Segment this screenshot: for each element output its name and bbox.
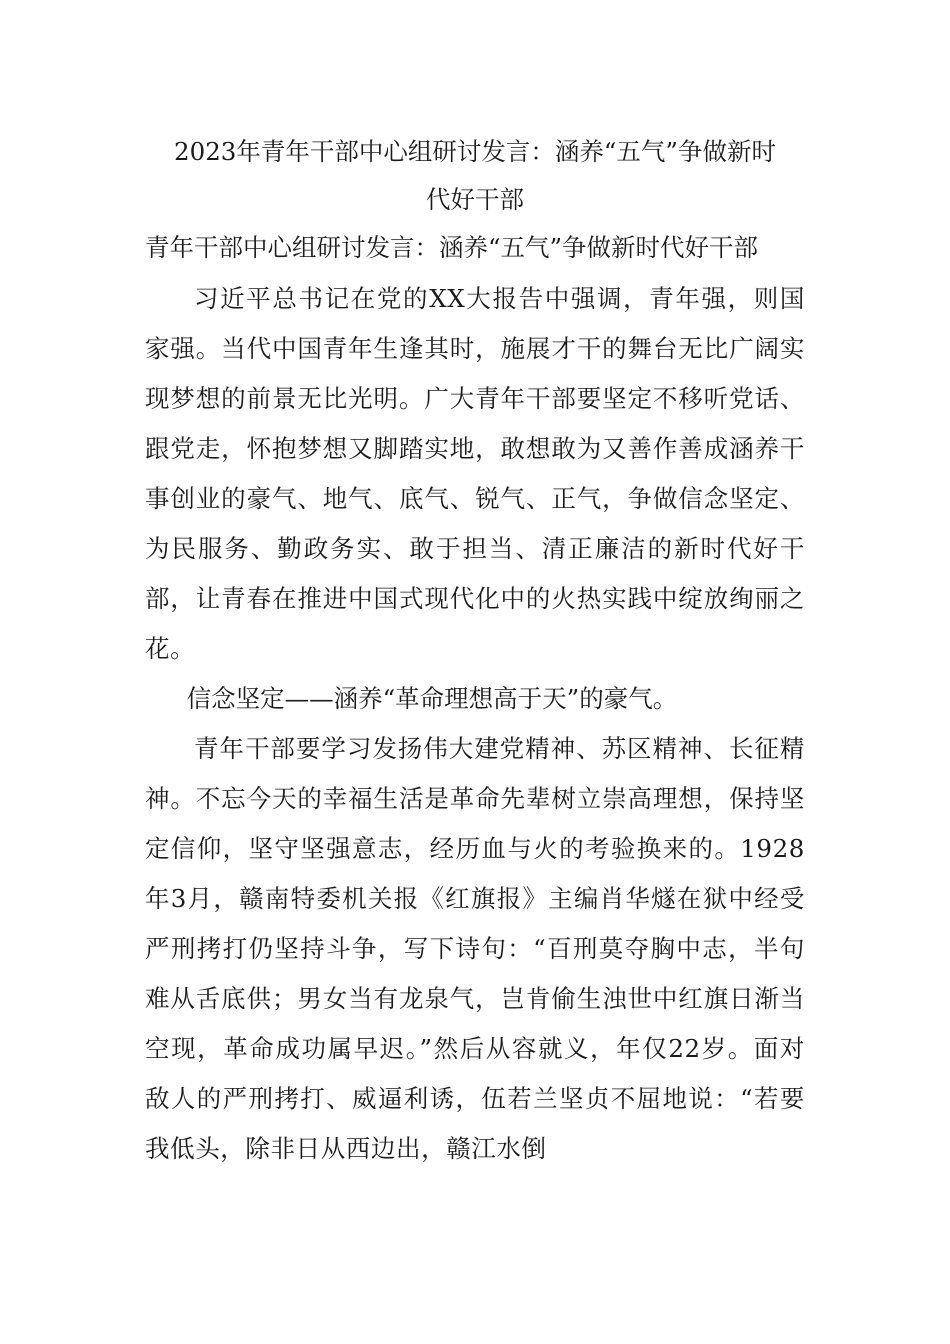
document-page (145, 128, 805, 1174)
title-line-1: 2023年青年干部中心组研讨发言：涵养“五气”争做新时 (174, 137, 776, 166)
title-line-2: 代好干部 (426, 185, 524, 214)
document-title (145, 128, 805, 224)
intro-paragraph: 习近平总书记在党的XX大报告中强调，青年强，则国家强。当代中国青年生逢其时，施展才干的舞台无比广阔实现梦想的前景无比光明。广大青年干部要坚定不移听党话、跟党走，怀抱梦想又脚踏实地，敢想敢为又善作善成涵养干事创业的豪气、地气、底气、锐气、正气，争做信念坚定、为民服务、勤政务实、敢于担当、清正廉洁的新时代好干部，让青春在推进中国式现代化中的火热实践中绽放绚丽之花。 (145, 284, 805, 663)
section-paragraph: 青年干部要学习发扬伟大建党精神、苏区精神、长征精神。不忘今天的幸福生活是革命先辈树立崇高理想，保持坚定信仰，坚守坚强意志，经历血与火的考验换来的。1928年3月，赣南特委机关报《红旗报》主编肖华燧在狱中经受严刑拷打仍坚持斗争，写下诗句：“百刑莫夺胸中志，半句难从舌底供；男女当有龙泉气，岂肯偷生浊世中红旗日渐当空现，革命成功属早迟。”然后从容就义，年仅22岁。面对敌人的严刑拷打、威逼利诱，伍若兰坚贞不屈地说：“若要我低头，除非日从西边出，赣江水倒 (145, 734, 805, 1163)
document-subtitle: 青年干部中心组研讨发言：涵养“五气”争做新时代好干部 (145, 233, 759, 262)
section-heading: 信念坚定——涵养“革命理想高于天”的豪气。 (186, 684, 678, 713)
